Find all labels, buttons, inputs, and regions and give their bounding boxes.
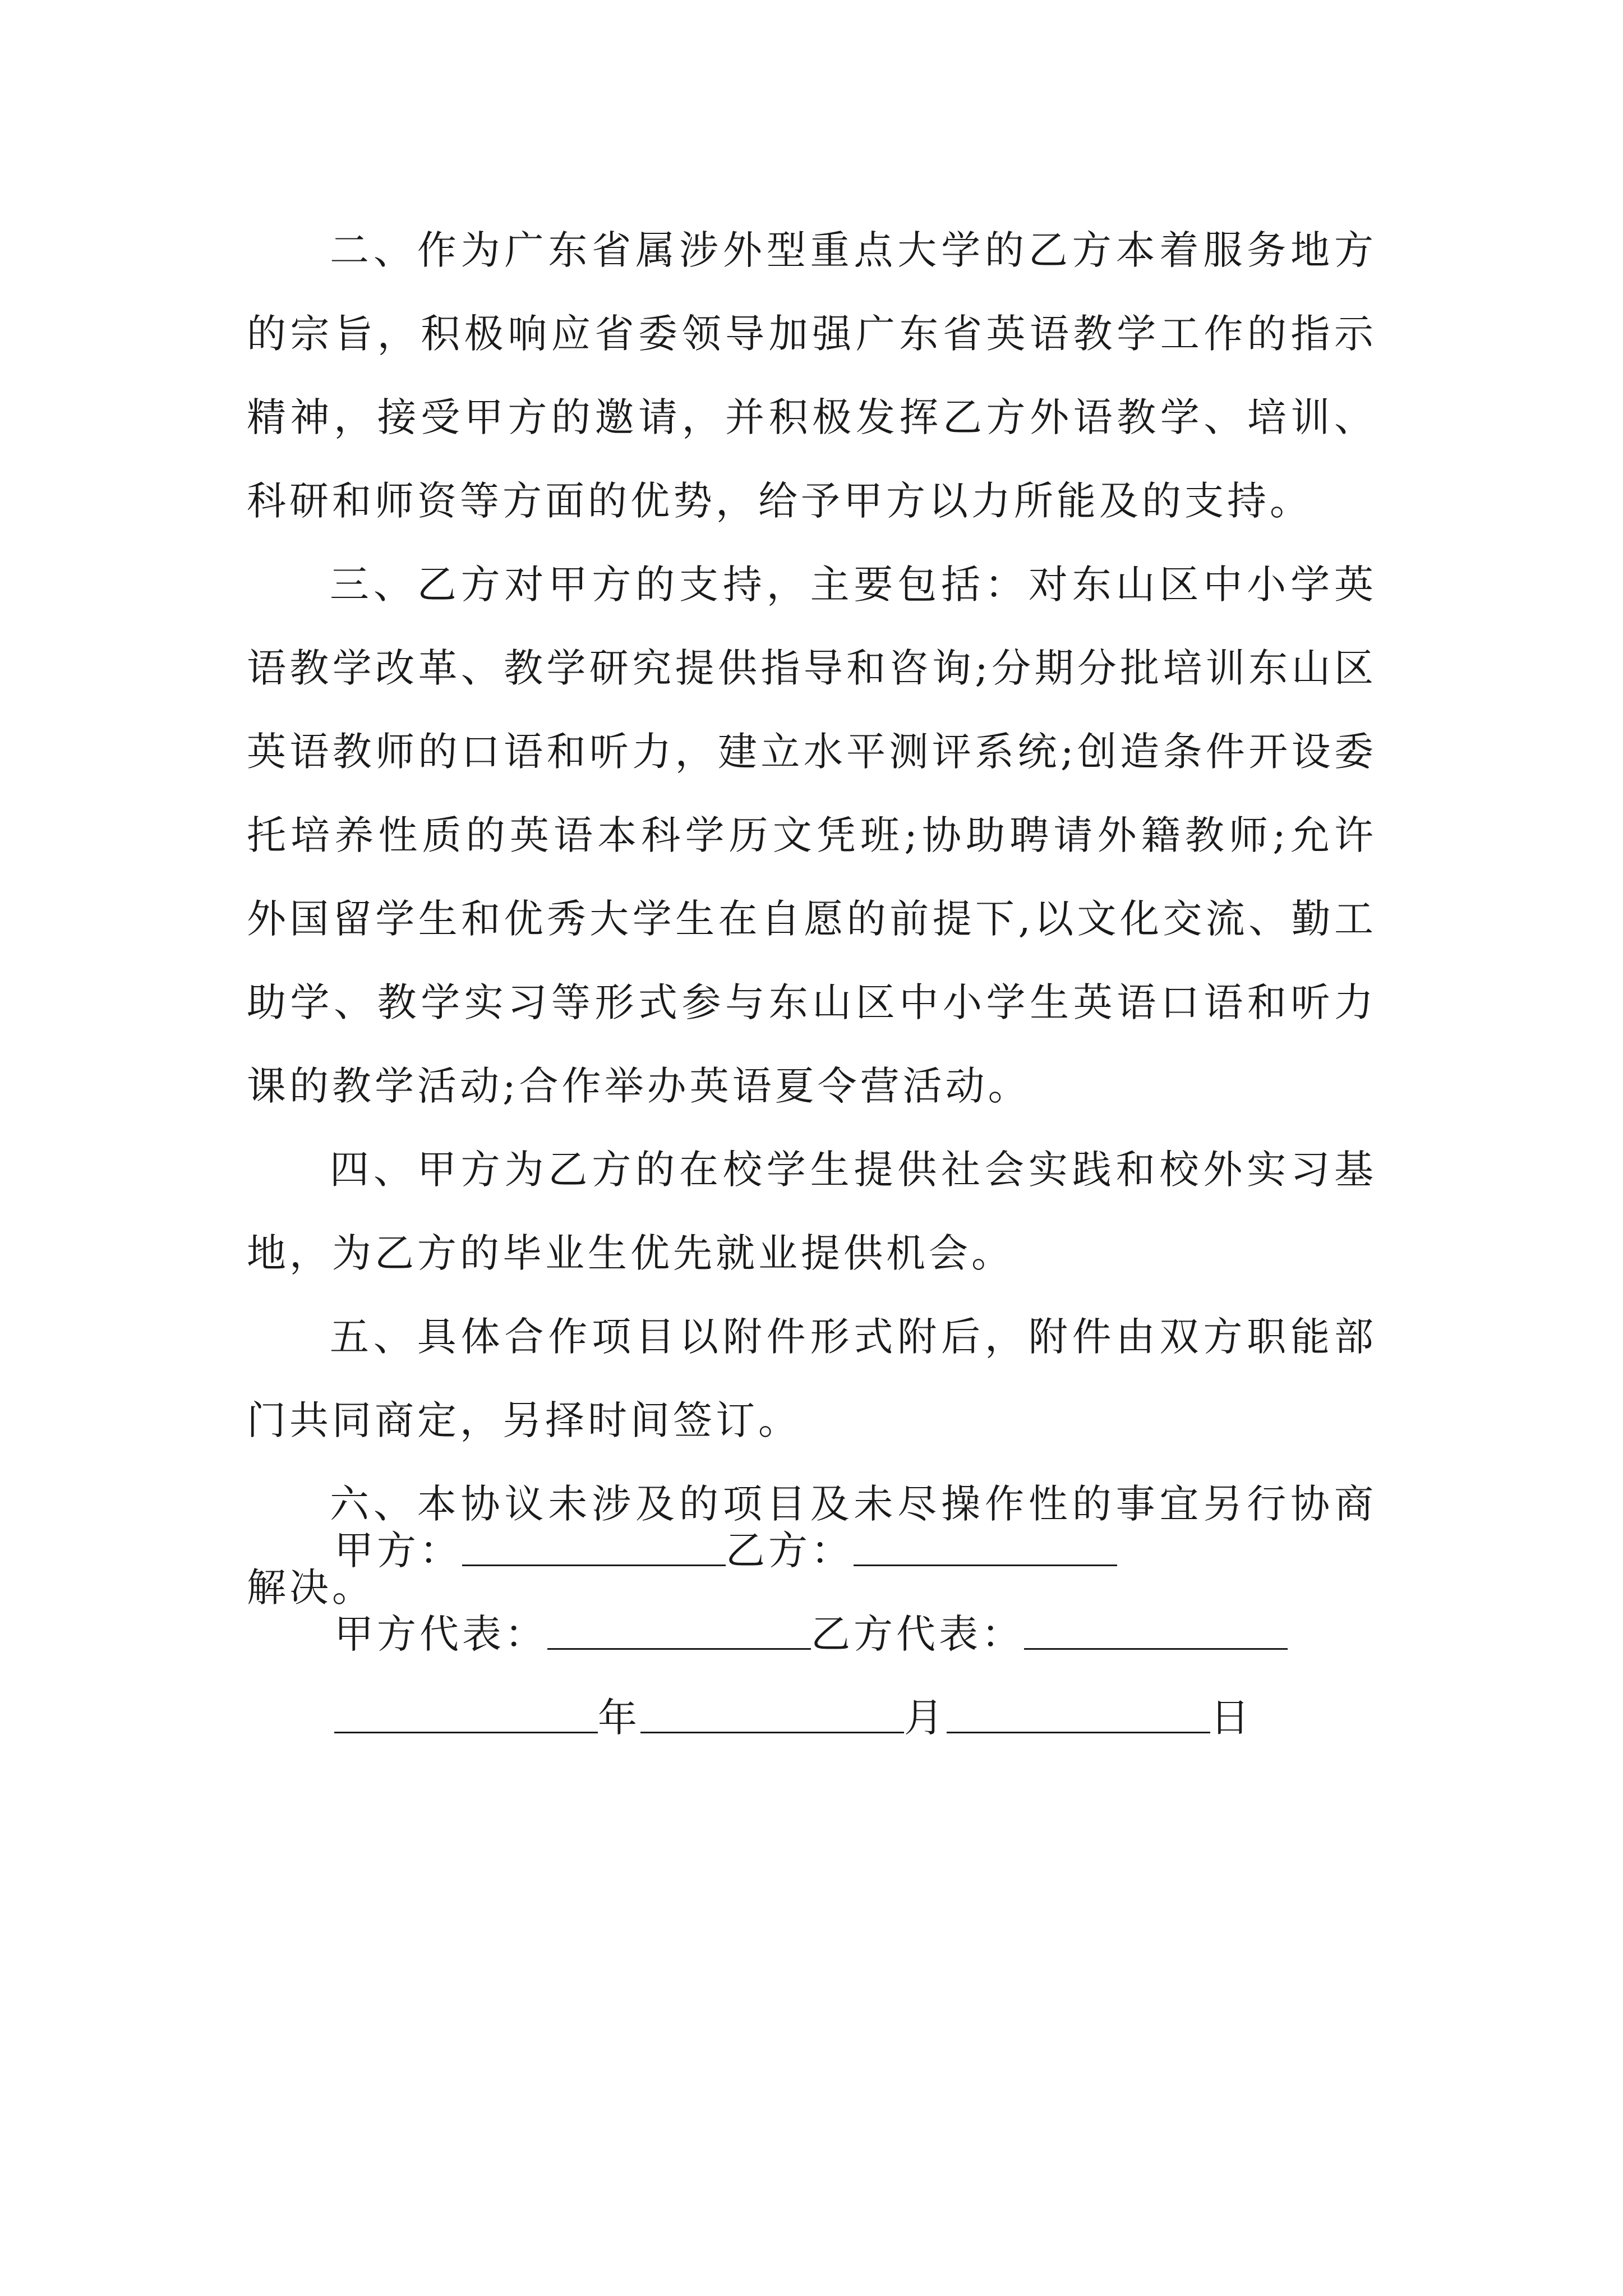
- rep-a-label: 甲方代表：: [334, 1611, 547, 1657]
- rep-b-blank: [1024, 1648, 1288, 1650]
- party-b-label: 乙方：: [726, 1527, 854, 1573]
- paragraph-6: 六、本协议未涉及的项目及未尽操作性的事宜另行协商解决。: [247, 1481, 1377, 1611]
- paragraph-5: 五、具体合作项目以附件形式附后，附件由双方职能部门共同商定，另择时间签订。: [247, 1314, 1377, 1443]
- rep-a-blank: [547, 1648, 811, 1650]
- day-blank: [947, 1732, 1210, 1733]
- party-b-blank: [854, 1565, 1117, 1566]
- paragraph-4: 四、甲方为乙方的在校学生提供社会实践和校外实习基地，为乙方的毕业生优先就业提供机会。: [247, 1147, 1377, 1276]
- representative-signature-line: [334, 1593, 1288, 1676]
- paragraph-2: 二、作为广东省属涉外型重点大学的乙方本着服务地方的宗旨，积极响应省委领导加强广东省英语教学工作的指示精神，接受甲方的邀请，并积极发挥乙方外语教学、培训、科研和师资等方面的优势，给予甲方以力所能及的支持。: [247, 227, 1377, 524]
- month-blank: [640, 1732, 904, 1733]
- party-signature-line: [334, 1509, 1117, 1593]
- day-label: 日: [1210, 1695, 1253, 1741]
- party-a-blank: [462, 1565, 726, 1566]
- party-a-label: 甲方：: [334, 1527, 462, 1573]
- rep-b-label: 乙方代表：: [811, 1611, 1024, 1657]
- paragraph-3: 三、乙方对甲方的支持，主要包括：对东山区中小学英语教学改革、教学研究提供指导和咨询;分期分批培训东山区英语教师的口语和听力，建立水平测评系统;创造条件开设委托培养性质的英语本科学历文凭班;协助聘请外籍教师;允许外国留学生和优秀大学生在自愿的前提下,以文化交流、勤工助学、教学实习等形式参与东山区中小学生英语口语和听力课的教学活动;合作举办英语夏令营活动。: [247, 562, 1377, 1109]
- agreement-body: [247, 209, 1377, 1630]
- date-line: [334, 1676, 1253, 1760]
- year-blank: [334, 1732, 598, 1733]
- year-label: 年: [598, 1695, 640, 1741]
- month-label: 月: [904, 1695, 947, 1741]
